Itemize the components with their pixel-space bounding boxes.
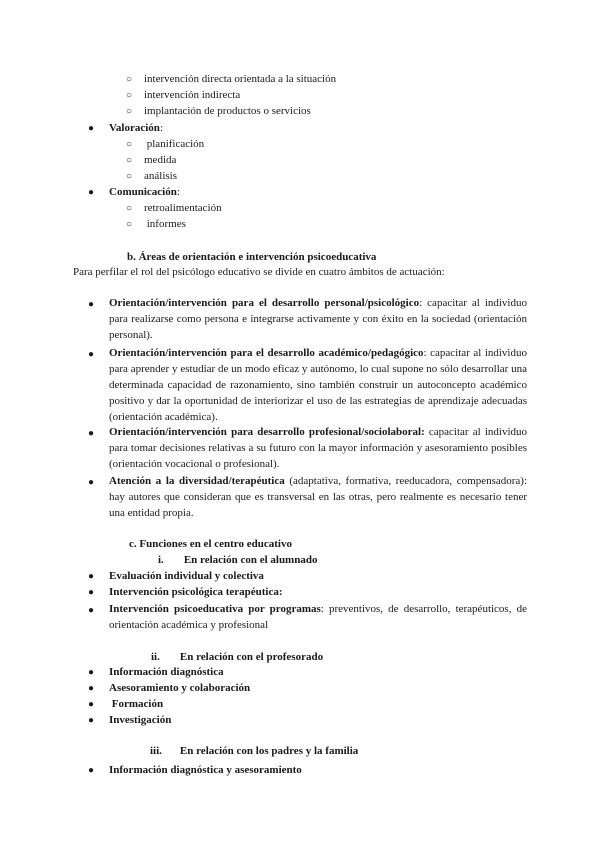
list-item: ● Formación <box>88 698 164 710</box>
list-item: ○ retroalimentación <box>126 202 222 214</box>
list-item: ○ informes <box>126 218 186 230</box>
bullet-marker: ● <box>88 349 95 360</box>
list-item: ○ medida <box>126 154 177 166</box>
section-heading-b: b. Áreas de orientación e intervención psicoeducativa <box>127 251 377 263</box>
list-item: ○ intervención indirecta <box>126 89 241 101</box>
list-item-programas: Intervención psicoeducativa por programas: preventivos, de desarrollo, terapéuticos, de orientación académica y profesional <box>109 603 527 631</box>
bullet-marker: ● <box>88 477 95 488</box>
list-item: ● Intervención psicológica terapéutica: <box>88 586 283 598</box>
list-item: ● Investigación <box>88 714 172 726</box>
subheading-familia: iii. En relación con los padres y la familia <box>150 745 359 757</box>
section-intro: Para perfilar el rol del psicólogo educativo se divide en cuatro ámbitos de actuación: <box>73 266 445 278</box>
subheading-profesorado: ii. En relación con el profesorado <box>151 651 324 663</box>
list-item: ● Información diagnóstica y asesoramiento <box>88 764 302 776</box>
list-item: ○ intervención directa orientada a la situación <box>126 73 337 85</box>
list-item: ● Evaluación individual y colectiva <box>88 570 264 582</box>
list-item: ○ implantación de productos o servicios <box>126 105 311 117</box>
list-item-comunicacion: ● Comunicación: <box>88 186 180 198</box>
list-item-desarrollo-profesional: Orientación/intervención para desarrollo profesional/sociolaboral: capacitar al individuo para tomar decisiones relativas a su futuro con la mayor información y asesoramiento posibles (orientación vocacional o profesional). <box>109 426 527 470</box>
list-item-valoracion: ● Valoración: <box>88 122 163 134</box>
list-item: ○ análisis <box>126 170 177 182</box>
list-item: ● Información diagnóstica <box>88 666 224 678</box>
bullet-marker: ● <box>88 299 95 310</box>
list-item: ○ planificación <box>126 138 205 150</box>
list-item: ● Asesoramiento y colaboración <box>88 682 251 694</box>
list-item-desarrollo-personal: Orientación/intervención para el desarrollo personal/psicológico: capacitar al individuo para realizarse como persona e integrarse activamente y con éxito en la sociedad (orientación personal). <box>109 297 527 341</box>
list-item-desarrollo-academico: Orientación/intervención para el desarrollo académico/pedagógico: capacitar al individuo para aprender y estudiar de un modo eficaz y autónomo, lo cual supone no sólo desarrollar una determinada capacidad de razonamiento, sino también construir un autoconcepto académico positivo y dar la oportunidad de interiorizar el uso de las estrategias de aprendizaje adecuadas (orientación académica). <box>109 347 527 423</box>
bullet-marker: ● <box>88 605 95 616</box>
bullet-marker: ● <box>88 428 95 439</box>
section-heading-c: c. Funciones en el centro educativo <box>129 538 292 550</box>
subheading-alumnado: i. En relación con el alumnado <box>158 554 318 566</box>
list-item-diversidad: Atención a la diversidad/terapéutica (adaptativa, formativa, reeducadora, compensadora): hay autores que consideran que es transversal en las otras, pero realmente es necesario tener una entidad propia. <box>109 475 528 519</box>
